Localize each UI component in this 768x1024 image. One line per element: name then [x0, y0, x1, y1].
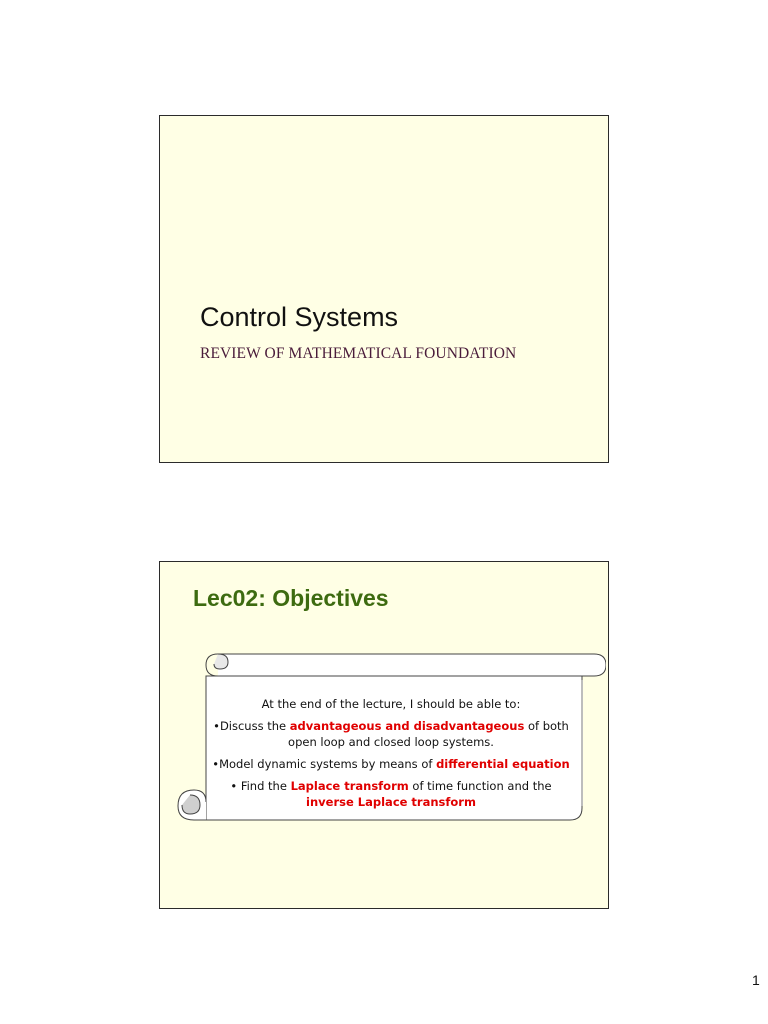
objective-item-2: •Model dynamic systems by means of differential equation — [212, 757, 570, 771]
slide-2-title: Lec02: Objectives — [193, 585, 389, 611]
slide-2 — [159, 561, 609, 909]
slide-1-title: Control Systems — [200, 302, 399, 332]
objectives-intro: At the end of the lecture, I should be able to: — [261, 697, 521, 711]
objective-item-3: • Find the Laplace transform of time function and the inverse Laplace transform — [230, 779, 552, 809]
page-number: 1 — [752, 972, 760, 988]
objective-item-1: •Discuss the advantageous and disadvantageous of both open loop and closed loop systems. — [213, 719, 569, 749]
slide-1-subtitle: REVIEW OF MATHEMATICAL FOUNDATION — [200, 345, 517, 362]
objectives-text — [206, 696, 576, 816]
slide-1 — [159, 115, 609, 463]
